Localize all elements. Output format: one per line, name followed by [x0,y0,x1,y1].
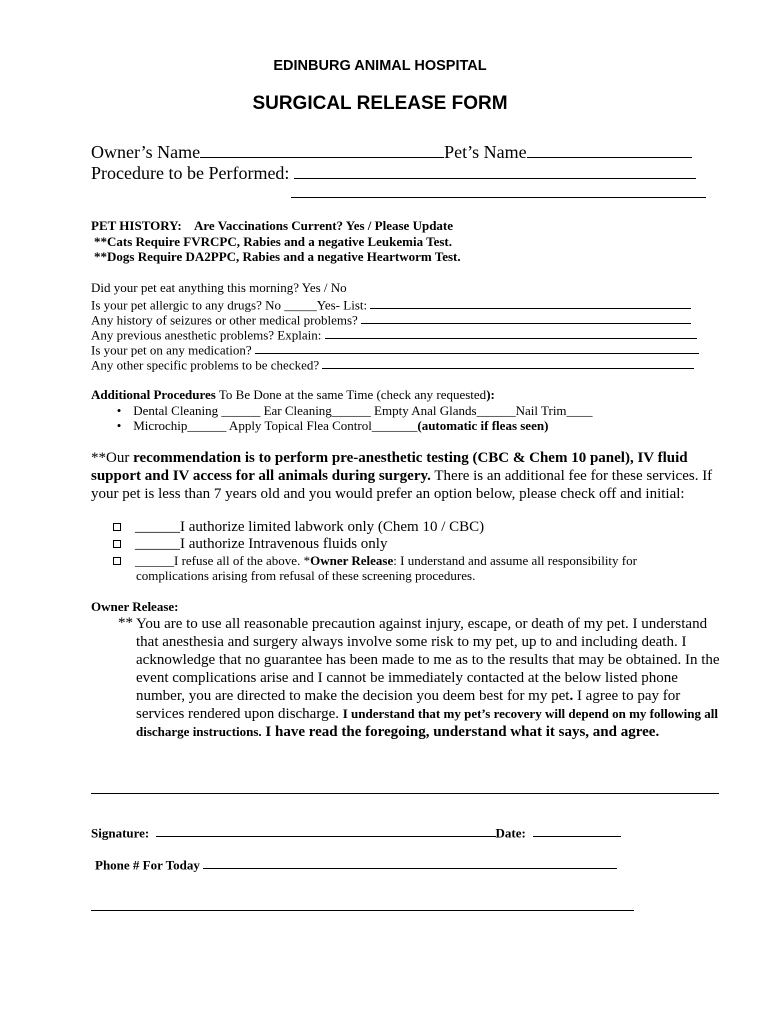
checkbox-icon[interactable] [113,540,121,548]
owner-release-stars: ** [118,615,133,631]
owner-release-heading: Owner Release: [91,599,179,614]
seizures-field[interactable] [361,311,691,324]
date-field[interactable] [533,824,621,837]
option-limited-labwork [113,519,484,536]
additional-heading-rest: To Be Done at the same Time (check any requested [215,387,487,402]
allergy-field[interactable] [370,296,691,309]
procedure-field-line2[interactable] [291,197,706,198]
option-limited-labwork-text: ______I authorize limited labwork only (Chem 10 / CBC) [135,519,485,535]
medication-field[interactable] [255,341,699,354]
signature-field[interactable] [156,824,496,837]
question-other [91,356,694,373]
phone-field[interactable] [203,856,617,869]
pet-name-label: Pet’s Name [444,142,527,163]
divider-line [91,793,719,794]
question-anesthetic-label: Any previous anesthetic problems? Explain: [91,327,322,343]
cats-requirement: **Cats Require FVRCPC, Rabies and a negative Leukemia Test. [94,234,452,249]
checkbox-icon[interactable] [113,557,121,565]
owner-name-label: Owner’s Name [91,142,201,163]
additional-procedures-heading [91,387,495,403]
additional-line-1 [108,403,593,419]
owner-release-bold-2: I have read the foregoing, understand what it says, and agree. [261,724,660,740]
flea-note: (automatic if fleas seen) [417,418,549,433]
rec-rest: There is an additional fee for these services. If your pet is less than 7 years old and you would prefer an option below, please check off and initial: [91,468,713,502]
owner-release-dot: . [569,688,574,704]
form-title: SURGICAL RELEASE FORM [252,93,508,114]
pet-history-label: PET HISTORY: [91,218,182,233]
option-iv-fluids [113,536,387,553]
signature-label: Signature: [91,825,150,841]
option-refuse [113,553,637,569]
checkbox-icon[interactable] [113,523,121,531]
vaccination-question: Are Vaccinations Current? Yes / Please Update [194,218,454,233]
anesthetic-field[interactable] [325,326,697,339]
question-allergy-label: Is your pet allergic to any drugs? No _____Yes- List: [91,297,368,313]
owner-release-body: You are to use all reasonable precaution against injury, escape, or death of my pet. I understand that anesthesia and surgery always involve some risk to my pet, up to and including death. I acknowledge that no guarantee has been made to me as to the results that may be obtained. In the event complications arise and I cannot be immediately contacted at the below listed phone number, you are directed to make the decision you deem best for my pet [136,616,720,704]
date-label: Date: [495,825,526,841]
additional-line-2-text: Microchip______ Apply Topical Flea Control_______ [133,418,418,433]
option-iv-fluids-text: ______I authorize Intravenous fluids only [135,536,388,552]
hospital-name: EDINBURG ANIMAL HOSPITAL [273,58,487,74]
signature-line [91,824,621,841]
pet-history-line [91,218,453,234]
procedure-line [91,161,696,184]
recommendation-paragraph [91,449,723,503]
owner-release-bold-1: I understand that my pet’s recovery will depend on my following all discharge instructions. [136,706,718,739]
question-eat: Did your pet eat anything this morning? Yes / No [91,280,347,295]
additional-line-2 [108,418,548,434]
question-medication-label: Is your pet on any medication? [91,342,252,358]
additional-line-1-text: Dental Cleaning ______ Ear Cleaning______ Empty Anal Glands______Nail Trim____ [133,403,593,418]
procedure-label: Procedure to be Performed: [91,163,290,184]
rec-prefix: **Our [91,450,134,466]
pet-name-field[interactable] [527,140,692,158]
dogs-requirement: **Dogs Require DA2PPC, Rabies and a negative Heartworm Test. [94,249,461,264]
bullet-icon: • [116,403,122,418]
question-other-label: Any other specific problems to be checked? [91,357,320,373]
question-seizures-label: Any history of seizures or other medical problems? [91,312,358,328]
option-refuse-line-2: complications arising from refusal of these screening procedures. [136,568,476,583]
phone-line [95,856,617,873]
other-problems-field[interactable] [322,356,694,369]
owner-release-body-2: I agree to pay for services rendered upon discharge. [136,688,681,722]
bullet-icon: • [116,418,122,433]
owner-release-text [136,615,720,741]
procedure-field[interactable] [294,161,696,179]
owner-name-field[interactable] [200,140,444,158]
bottom-line[interactable] [91,910,634,911]
phone-label: Phone # For Today [95,857,200,873]
option-refuse-bold: Owner Release [310,553,394,568]
rec-bold: recommendation is to perform pre-anesthetic testing (CBC & Chem 10 panel), IV fluid support and IV access for all animals during surgery. [91,450,688,484]
owner-pet-line [91,140,692,163]
additional-heading-bold: Additional Procedures [91,387,216,402]
option-refuse-rest: : I understand and assume all responsibility for [393,553,637,568]
additional-heading-end: ): [486,387,495,402]
option-refuse-text: ______I refuse all of the above. * [135,553,311,568]
